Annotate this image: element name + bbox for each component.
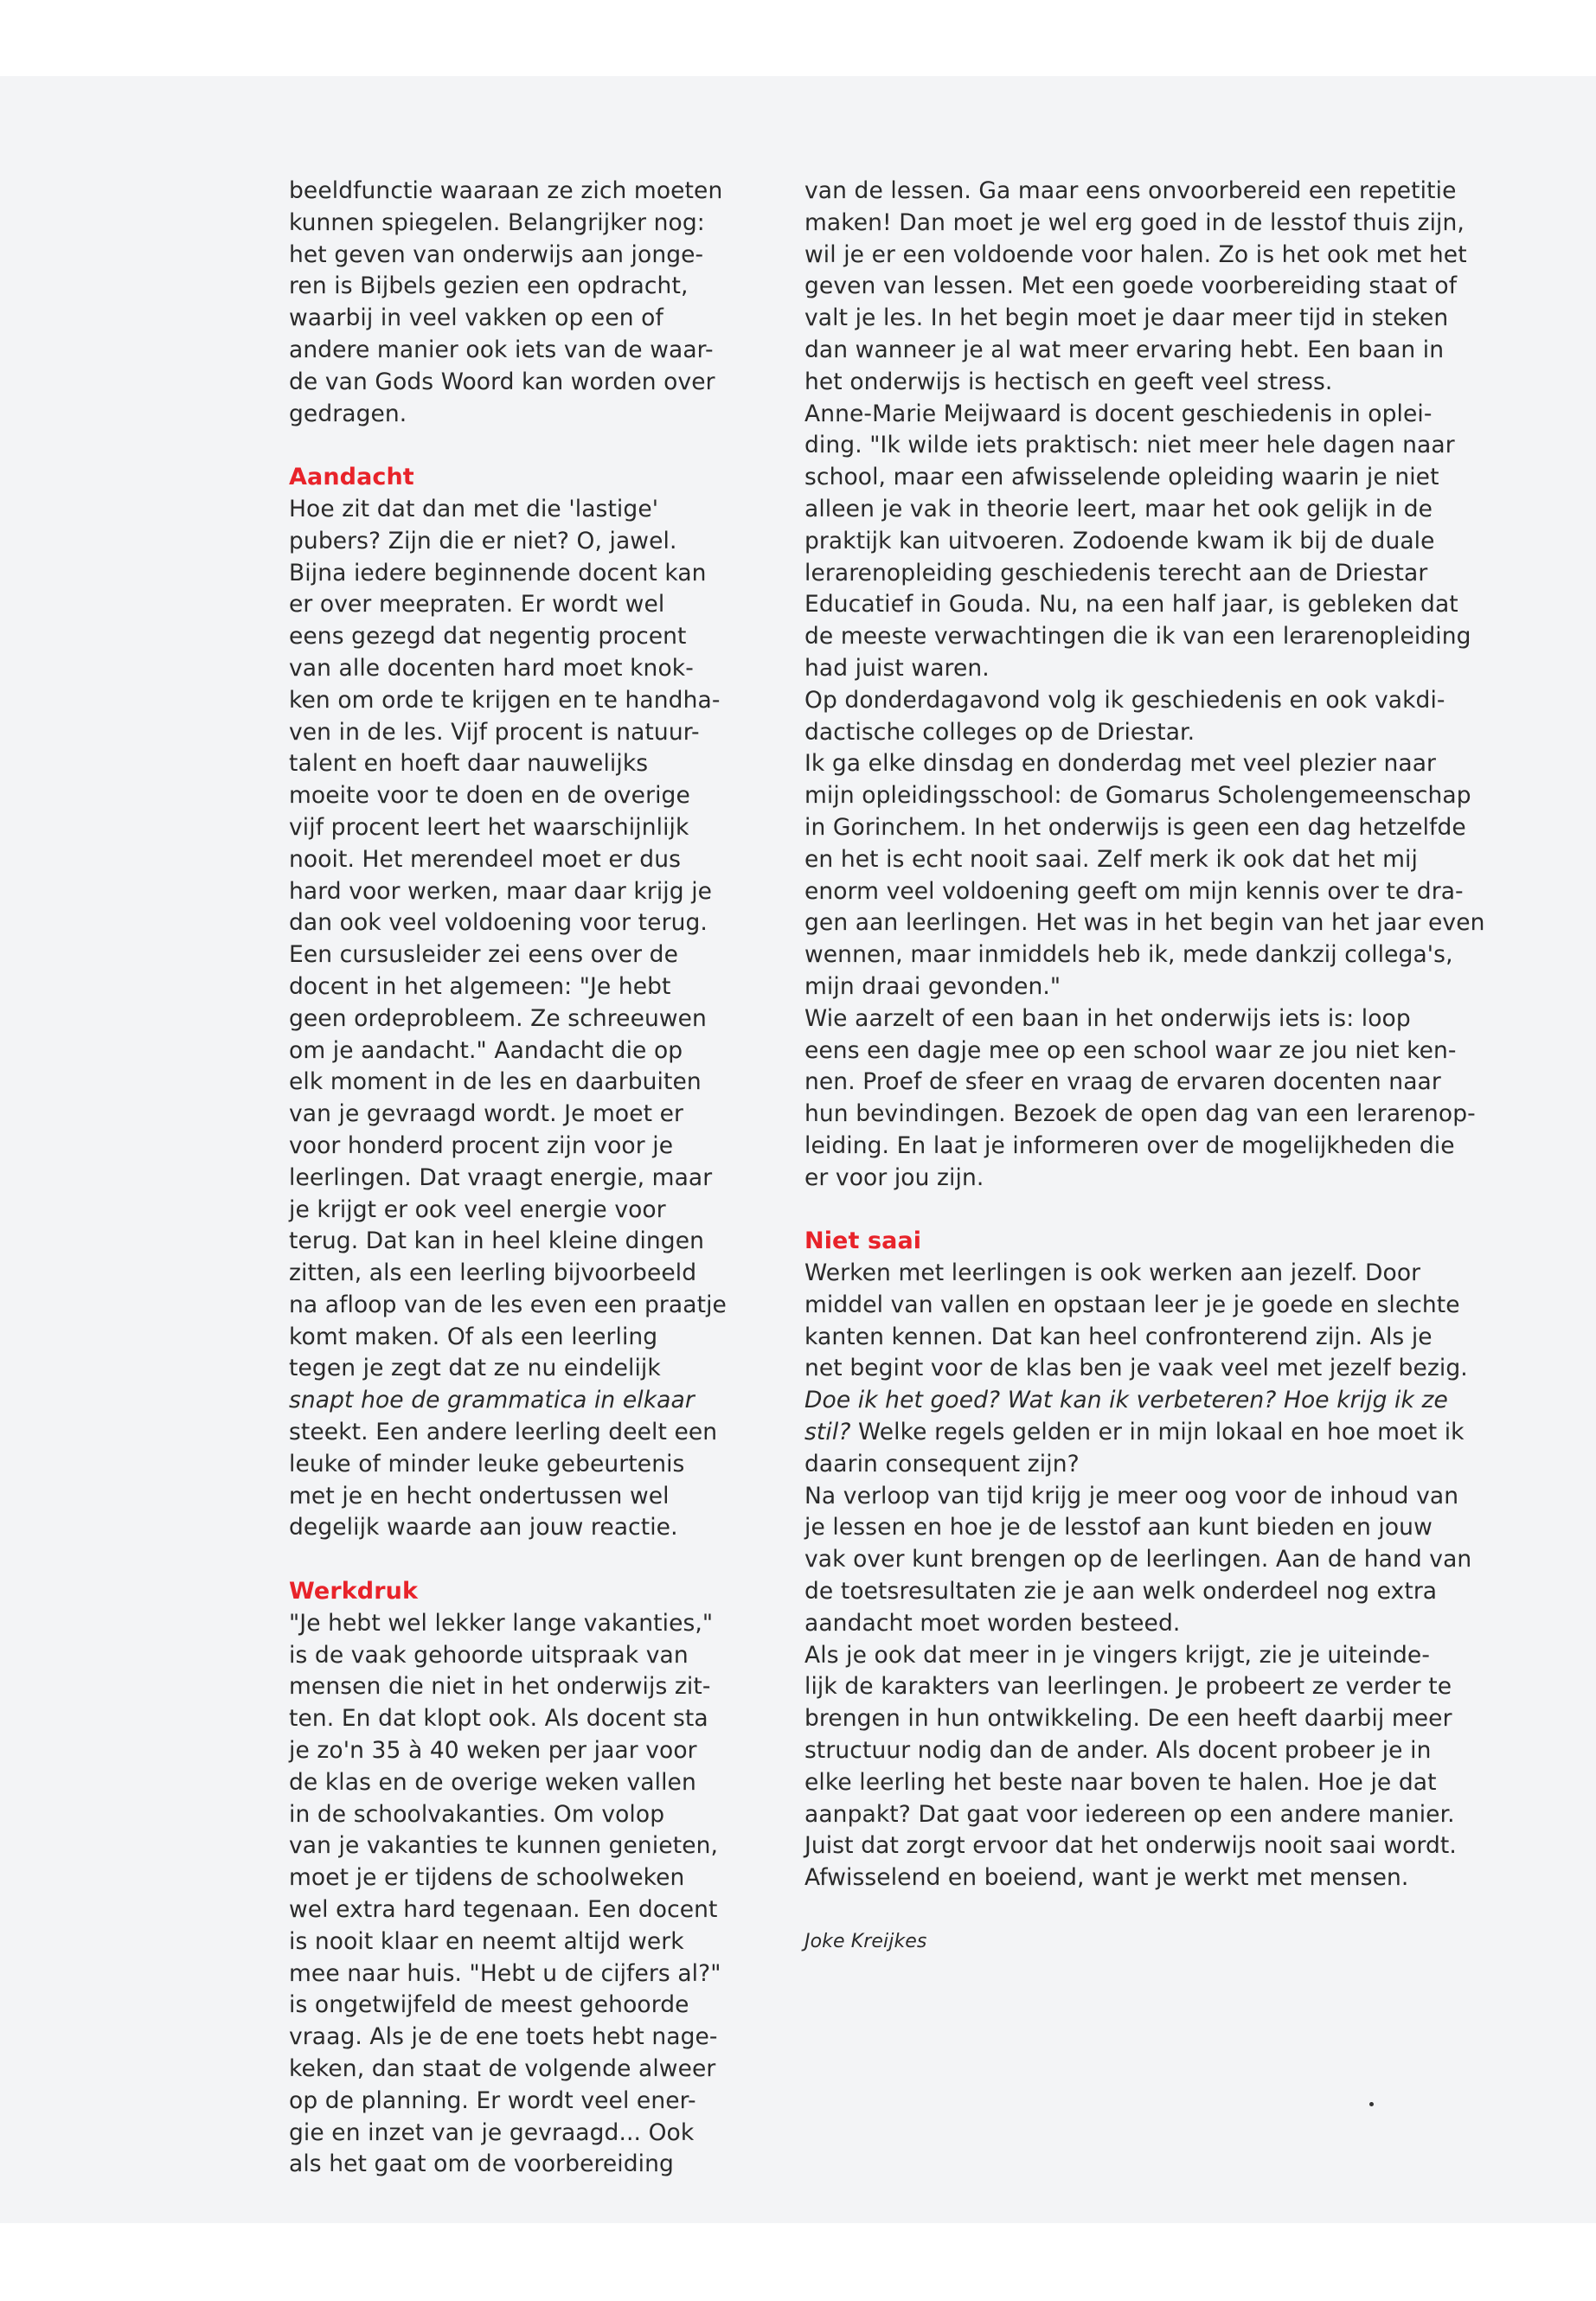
- text-line: mijn opleidingsschool: de Gomarus Scholengemeenschap: [804, 782, 1471, 810]
- decorative-dot: [1369, 2102, 1374, 2106]
- text-line: vijf procent leert het waarschijnlijk: [289, 813, 689, 841]
- left-column: [289, 176, 756, 2181]
- text-line: wennen, maar inmiddels heb ik, mede dankzij collega's,: [804, 941, 1453, 969]
- text-line: vraag. Als je de ene toets hebt nage-: [289, 2023, 718, 2051]
- text-line: leuke of minder leuke gebeurtenis: [289, 1450, 685, 1477]
- text-line: lijk de karakters van leerlingen. Je probeert ze verder te: [804, 1673, 1452, 1701]
- text-line: tegen je zegt dat ze nu eindelijk: [289, 1355, 661, 1382]
- aandacht-paragraph: [289, 494, 756, 1544]
- text-line: komt maken. Of als een leerling: [289, 1323, 658, 1350]
- text-line: Hoe zit dat dan met die 'lastige': [289, 495, 659, 522]
- text-line: de klas en de overige weken vallen: [289, 1768, 696, 1796]
- text-line: van je gevraagd wordt. Je moet er: [289, 1100, 684, 1128]
- text-line: van alle docenten hard moet knok-: [289, 654, 694, 682]
- text-line: eens een dagje mee op een school waar ze jou niet ken-: [804, 1036, 1457, 1064]
- text-line: mensen die niet in het onderwijs zit-: [289, 1673, 711, 1701]
- text-line: je krijgt er ook veel energie voor: [289, 1195, 666, 1223]
- text-line: op de planning. Er wordt veel ener-: [289, 2086, 696, 2114]
- text-line: "Je hebt wel lekker lange vakanties,": [289, 1609, 714, 1637]
- italic-fragment: stil?: [804, 1419, 851, 1446]
- text-line: zitten, als een leerling bijvoorbeeld: [289, 1259, 697, 1287]
- text-line: Na verloop van tijd krijg je meer oog voor de inhoud van: [804, 1482, 1459, 1509]
- text-line: gie en inzet van je gevraagd... Ook: [289, 2118, 695, 2146]
- text-line: dan ook veel voldoening voor terug.: [289, 909, 708, 937]
- text-line: dan wanneer je al wat meer ervaring hebt. Een baan in: [804, 336, 1445, 363]
- author-byline: Joke Kreijkes: [804, 1930, 927, 1952]
- text-line: daarin consequent zijn?: [804, 1450, 1080, 1477]
- text-line: beeldfunctie waaraan ze zich moeten: [289, 177, 723, 204]
- text-line: in Gorinchem. In het onderwijs is geen een dag hetzelfde: [804, 813, 1466, 841]
- text-line: om je aandacht." Aandacht die op: [289, 1036, 683, 1064]
- text-line: geen ordeprobleem. Ze schreeuwen: [289, 1004, 707, 1032]
- text-line: ken om orde te krijgen en te handha-: [289, 686, 721, 714]
- text-line: Juist dat zorgt ervoor dat het onderwijs nooit saai wordt.: [804, 1832, 1457, 1860]
- text-line: steekt. Een andere leerling deelt een: [289, 1419, 718, 1446]
- text-line: keken, dan staat de volgende alweer: [289, 2055, 716, 2083]
- text-line: lerarenopleiding geschiedenis terecht aan de Driestar: [804, 559, 1428, 586]
- mixed-text-line: [804, 1417, 1514, 1449]
- werkdruk-paragraph: [289, 1608, 756, 2181]
- text-line: er over meepraten. Er wordt wel: [289, 591, 665, 619]
- text-line: Bijna iedere beginnende docent kan: [289, 559, 707, 586]
- text-line: geven van lessen. Met een goede voorbereiding staat of: [804, 272, 1458, 300]
- text-line: net begint voor de klas ben je vaak veel met jezelf bezig.: [804, 1355, 1468, 1382]
- text-line: na afloop van de les even een praatje: [289, 1291, 727, 1318]
- text-line: je zo'n 35 à 40 weken per jaar voor: [289, 1737, 697, 1765]
- text-line: terug. Dat kan in heel kleine dingen: [289, 1227, 705, 1255]
- text-line: waarbij in veel vakken op een of: [289, 304, 663, 332]
- text-line: nooit. Het merendeel moet er dus: [289, 845, 682, 873]
- text-line: moet je er tijdens de schoolweken: [289, 1864, 685, 1892]
- text-line: van je vakanties te kunnen genieten,: [289, 1832, 719, 1860]
- text-line: gedragen.: [289, 400, 407, 427]
- right-column: [804, 176, 1514, 1958]
- text-line: gen aan leerlingen. Het was in het begin van het jaar even: [804, 909, 1485, 937]
- text-line: Als je ook dat meer in je vingers krijgt, zie je uiteinde-: [804, 1641, 1430, 1669]
- heading-aandacht: Aandacht: [289, 464, 414, 491]
- text-line: aanpakt? Dat gaat voor iedereen op een andere manier.: [804, 1800, 1455, 1828]
- text-line: kunnen spiegelen. Belangrijker nog:: [289, 208, 705, 236]
- text-line: andere manier ook iets van de waar-: [289, 336, 714, 363]
- text-line: mee naar huis. "Hebt u de cijfers al?": [289, 1959, 721, 1987]
- text-line: Ik ga elke dinsdag en donderdag met veel plezier naar: [804, 750, 1437, 778]
- text-line: alleen je vak in theorie leert, maar het ook gelijk in de: [804, 495, 1433, 522]
- text-line: Anne-Marie Meijwaard is docent geschiedenis in oplei-: [804, 400, 1433, 427]
- text-line: moeite voor te doen en de overige: [289, 782, 690, 810]
- text-line: ren is Bijbels gezien een opdracht,: [289, 272, 689, 300]
- text-line: dactische colleges op de Driestar.: [804, 718, 1195, 746]
- text-line: en het is echt nooit saai. Zelf merk ik ook dat het mij: [804, 845, 1418, 873]
- text-fragment: Welke regels gelden er in mijn lokaal en hoe moet ik: [850, 1419, 1465, 1446]
- text-line: je lessen en hoe je de lesstof aan kunt bieden en jouw: [804, 1514, 1433, 1541]
- text-line: Wie aarzelt of een baan in het onderwijs iets is: loop: [804, 1004, 1411, 1032]
- text-line: in de schoolvakanties. Om volop: [289, 1800, 665, 1828]
- text-line: degelijk waarde aan jouw reactie.: [289, 1514, 678, 1541]
- text-line: is ongetwijfeld de meest gehoorde: [289, 1991, 689, 2019]
- text-line: enorm veel voldoening geeft om mijn kennis over te dra-: [804, 877, 1464, 905]
- text-line: valt je les. In het begin moet je daar meer tijd in steken: [804, 304, 1449, 332]
- text-line: Een cursusleider zei eens over de: [289, 941, 678, 969]
- text-line: docent in het algemeen: "Je hebt: [289, 972, 671, 1000]
- text-line: de van Gods Woord kan worden over: [289, 368, 715, 395]
- text-line: hun bevindingen. Bezoek de open dag van een lerarenop-: [804, 1100, 1476, 1128]
- text-line: school, maar een afwisselende opleiding waarin je niet: [804, 464, 1439, 491]
- text-line: Werken met leerlingen is ook werken aan jezelf. Door: [804, 1259, 1421, 1287]
- text-line: de meeste verwachtingen die ik van een lerarenopleiding: [804, 623, 1471, 651]
- heading-niet-saai: Niet saai: [804, 1227, 922, 1255]
- text-line: eens gezegd dat negentig procent: [289, 623, 687, 651]
- text-line: talent en hoeft daar nauwelijks: [289, 750, 649, 778]
- text-line: vak over kunt brengen op de leerlingen. Aan de hand van: [804, 1546, 1472, 1574]
- text-line: wil je er een voldoende voor halen. Zo is het ook met het: [804, 240, 1467, 268]
- text-line: van de lessen. Ga maar eens onvoorbereid een repetitie: [804, 177, 1457, 204]
- left-intro-paragraph: [289, 176, 756, 430]
- text-line: het geven van onderwijs aan jonge-: [289, 240, 704, 268]
- text-line: Op donderdagavond volg ik geschiedenis en ook vakdi-: [804, 686, 1445, 714]
- text-line: pubers? Zijn die er niet? O, jawel.: [289, 527, 677, 554]
- italic-text-line: snapt hoe de grammatica in elkaar: [289, 1387, 695, 1414]
- text-line: met je en hecht ondertussen wel: [289, 1482, 670, 1509]
- text-line: brengen in hun ontwikkeling. De een heeft daarbij meer: [804, 1705, 1452, 1733]
- text-line: ven in de les. Vijf procent is natuur-: [289, 718, 700, 746]
- text-line: is de vaak gehoorde uitspraak van: [289, 1641, 689, 1669]
- text-line: praktijk kan uitvoeren. Zodoende kwam ik bij de duale: [804, 527, 1435, 554]
- text-line: leerlingen. Dat vraagt energie, maar: [289, 1163, 713, 1191]
- text-line: nen. Proef de sfeer en vraag de ervaren docenten naar: [804, 1068, 1441, 1096]
- text-line: voor honderd procent zijn voor je: [289, 1131, 674, 1159]
- text-line: ten. En dat klopt ook. Als docent sta: [289, 1705, 708, 1733]
- italic-text-line: Doe ik het goed? Wat kan ik verbeteren? Hoe krijg ik ze: [804, 1387, 1448, 1414]
- text-line: structuur nodig dan de ander. Als docent probeer je in: [804, 1737, 1432, 1765]
- text-line: had juist waren.: [804, 654, 990, 682]
- heading-werkdruk: Werkdruk: [289, 1578, 419, 1606]
- text-line: Educatief in Gouda. Nu, na een half jaar, is gebleken dat: [804, 591, 1458, 619]
- text-line: mijn draai gevonden.": [804, 972, 1061, 1000]
- niet-saai-paragraph: [804, 1258, 1514, 1894]
- text-line: leiding. En laat je informeren over de mogelijkheden die: [804, 1131, 1455, 1159]
- text-line: Afwisselend en boeiend, want je werkt met mensen.: [804, 1864, 1409, 1892]
- text-line: aandacht moet worden besteed.: [804, 1609, 1181, 1637]
- text-line: ding. "Ik wilde iets praktisch: niet meer hele dagen naar: [804, 432, 1455, 459]
- text-line: middel van vallen en opstaan leer je je goede en slechte: [804, 1291, 1460, 1318]
- text-line: elk moment in de les en daarbuiten: [289, 1068, 702, 1096]
- text-line: hard voor werken, maar daar krijg je: [289, 877, 713, 905]
- text-line: maken! Dan moet je wel erg goed in de lesstof thuis zijn,: [804, 208, 1465, 236]
- text-line: elke leerling het beste naar boven te halen. Hoe je dat: [804, 1768, 1437, 1796]
- text-line: er voor jou zijn.: [804, 1163, 984, 1191]
- text-line: het onderwijs is hectisch en geeft veel stress.: [804, 368, 1333, 395]
- text-line: de toetsresultaten zie je aan welk onderdeel nog extra: [804, 1578, 1438, 1606]
- text-line: wel extra hard tegenaan. Een docent: [289, 1896, 718, 1924]
- text-line: kanten kennen. Dat kan heel confronterend zijn. Als je: [804, 1323, 1433, 1350]
- text-line: als het gaat om de voorbereiding: [289, 2150, 674, 2178]
- text-line: is nooit klaar en neemt altijd werk: [289, 1927, 684, 1955]
- right-intro-paragraph: [804, 176, 1514, 1195]
